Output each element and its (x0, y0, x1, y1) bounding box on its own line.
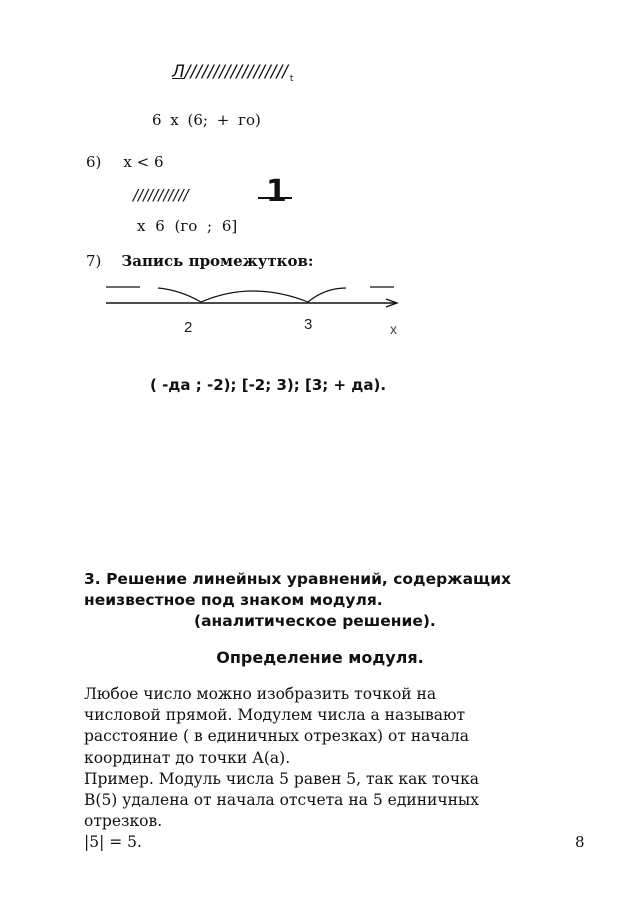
endpoint-mark: 1 (266, 174, 287, 209)
body-line: координат до точки А(а). (84, 748, 291, 767)
interval-notation: ( -да ; -2); [-2; 3); [3; + да). (150, 376, 387, 394)
axis-label-x: х (390, 321, 397, 337)
hatched-number-line-mid: /////////// (133, 186, 189, 204)
hatch-marks: ////////////////// (184, 62, 288, 82)
definition-title: Определение модуля. (216, 648, 424, 667)
body-line: Любое число можно изобразить точкой на (84, 685, 437, 703)
interval-line-1: 6 х (6; + го) (152, 111, 261, 129)
body-line: расстояние ( в единичных отрезках) от начала (84, 727, 469, 746)
item-7 (86, 252, 313, 270)
body-line: |5| = 5. (84, 833, 142, 852)
number-line-diagram (100, 278, 410, 340)
body-line: числовой прямой. Модулем числа а называют (84, 706, 466, 725)
body-line: В(5) удалена от начала отсчета на 5 единичных (84, 791, 480, 810)
tick-label-2: 2 (184, 319, 193, 336)
item-6-inequality: х < 6 (123, 153, 164, 171)
tick-label-3: 3 (304, 316, 313, 333)
section-3-line-3: (аналитическое решение). (194, 612, 436, 630)
item-6 (86, 153, 164, 171)
hatch-letter: Л (172, 62, 185, 82)
body-paragraph (84, 684, 554, 854)
hatch-subscript: t (289, 74, 294, 84)
section-3-line-2: неизвестное под знаком модуля. (84, 591, 383, 609)
arc-right (308, 288, 346, 302)
section-3-line-1: 3. Решение линейных уравнений, содержащих (84, 570, 512, 588)
page-number: 8 (575, 833, 585, 851)
hatched-number-line-top (172, 62, 293, 84)
arc-middle (201, 291, 308, 302)
item-6-number: 6) (86, 153, 102, 171)
item-7-title: Запись промежутков: (121, 252, 314, 270)
arc-left (158, 288, 201, 302)
interval-line-2: х 6 (го ; 6] (137, 217, 238, 235)
body-line: Пример. Модуль числа 5 равен 5, так как точка (84, 769, 480, 788)
body-line: отрезков. (84, 812, 163, 831)
section-3-heading (84, 569, 511, 632)
item-7-number: 7) (86, 252, 102, 270)
